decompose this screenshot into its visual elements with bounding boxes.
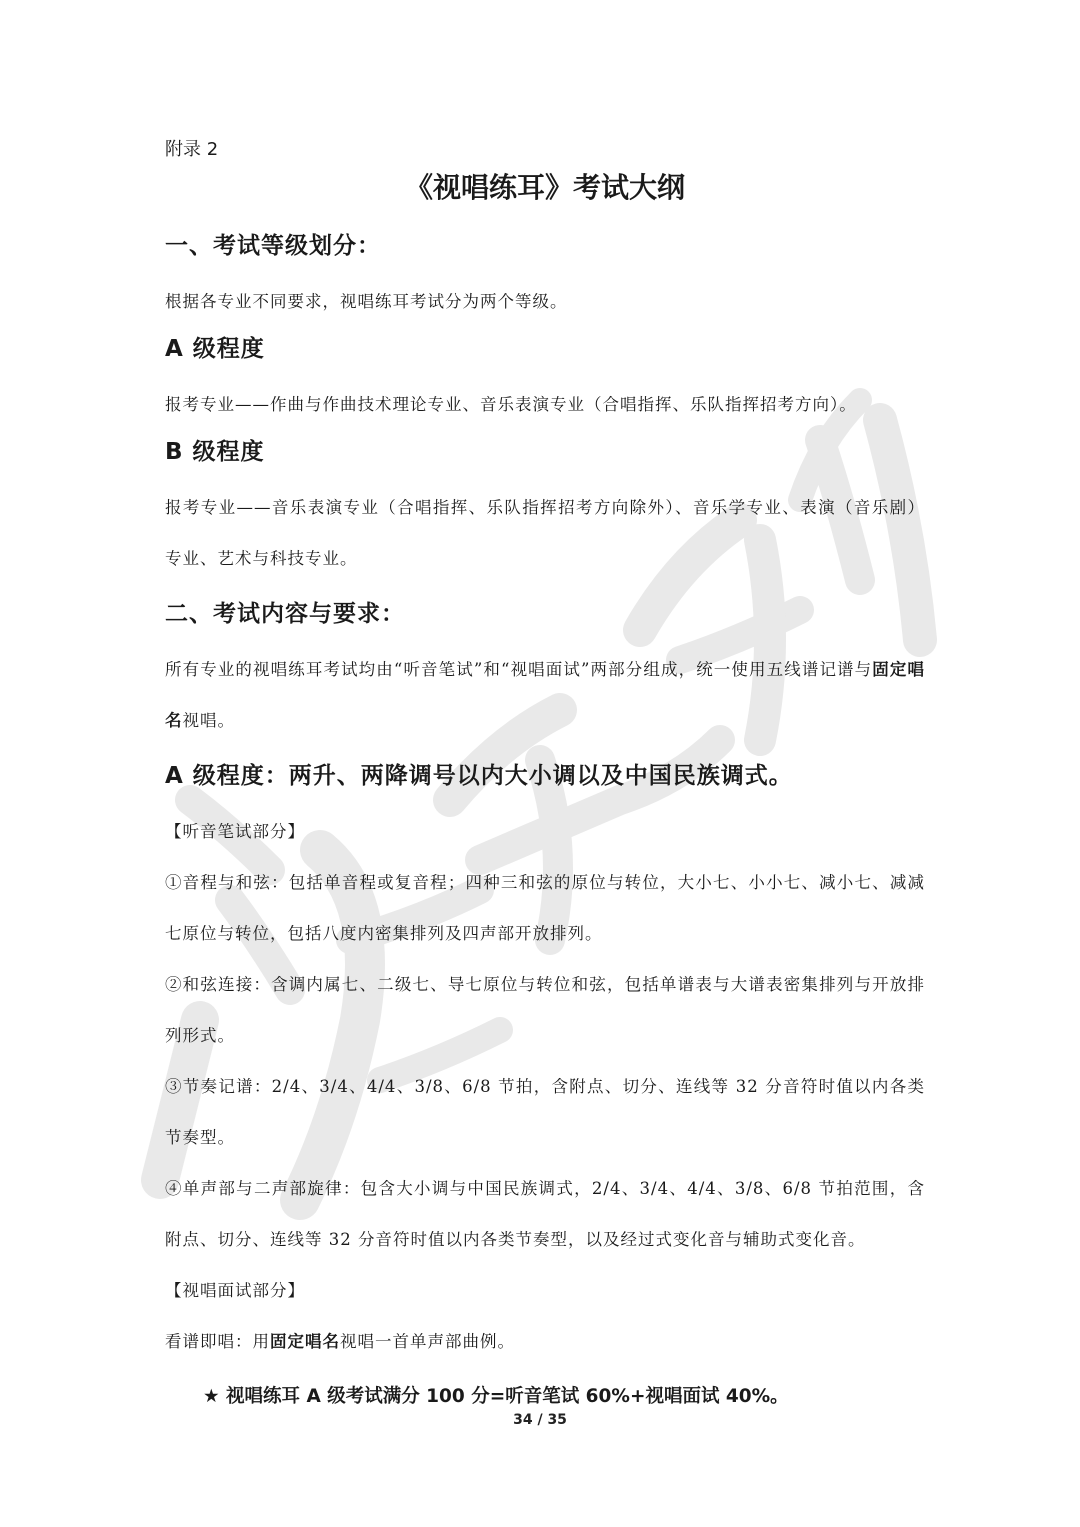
level-a-text: 报考专业——作曲与作曲技术理论专业、音乐表演专业（合唱指挥、乐队指挥招考方向）。 [165,395,857,414]
section-1-heading: 一、考试等级划分： [165,233,381,259]
level-a-heading: A 级程度 [165,336,265,362]
list-item: ②和弦连接：含调内属七、二级七、导七原位与转位和弦，包括单谱表与大谱表密集排列与开放排列形式。 [165,975,925,1045]
level-a-requirements-heading: A 级程度：两升、两降调号以内大小调以及中国民族调式。 [165,763,793,789]
sight-singing-section-label: 【视唱面试部分】 [165,1281,305,1300]
sight-singing-part2: 视唱一首单声部曲例。 [340,1332,515,1351]
page-separator: / [537,1412,543,1428]
document-title: 《视唱练耳》考试大纲 [404,171,685,204]
appendix-label: 附录 2 [165,139,219,160]
section-2-intro [165,644,925,746]
score-summary: ★ 视唱练耳 A 级考试满分 100 分=听音笔试 60%+视唱面试 40%。 [203,1386,789,1407]
section-2-heading: 二、考试内容与要求： [165,601,405,627]
level-b-text: 报考专业——音乐表演专业（合唱指挥、乐队指挥招考方向除外）、音乐学专业、表演（音乐剧）专业、艺术与科技专业。 [165,498,925,568]
list-item: ①音程与和弦：包括单音程或复音程；四种三和弦的原位与转位，大小七、小小七、减小七、减减七原位与转位，包括八度内密集排列及四声部开放排列。 [165,873,925,943]
fixed-solfege-term: 固定唱名 [165,660,925,730]
page-number [0,1412,1080,1428]
list-item: ④单声部与二声部旋律：包含大小调与中国民族调式，2/4、3/4、4/4、3/8、6/8 节拍范围，含附点、切分、连线等 32 分音符时值以内各类节奏型，以及经过式变化音与辅助式变化音。 [165,1179,925,1249]
list-item: ③节奏记谱：2/4、3/4、4/4、3/8、6/8 节拍，含附点、切分、连线等 32 分音符时值以内各类节奏型。 [165,1077,925,1147]
section-2-intro-part2: 视唱。 [182,711,235,730]
level-b-heading: B 级程度 [165,439,265,465]
section-2-intro-part1: 所有专业的视唱练耳考试均由“听音笔试”和“视唱面试”两部分组成，统一使用五线谱记谱与 [165,660,873,679]
section-1-intro: 根据各专业不同要求，视唱练耳考试分为两个等级。 [165,292,568,311]
page-total: 35 [547,1412,567,1428]
listening-section-label: 【听音笔试部分】 [165,822,305,841]
sight-singing-text [165,1316,925,1367]
document-content [165,132,925,1419]
fixed-solfege-term-2: 固定唱名 [270,1332,340,1351]
sight-singing-part1: 看谱即唱：用 [165,1332,270,1351]
page-current: 34 [513,1412,533,1428]
